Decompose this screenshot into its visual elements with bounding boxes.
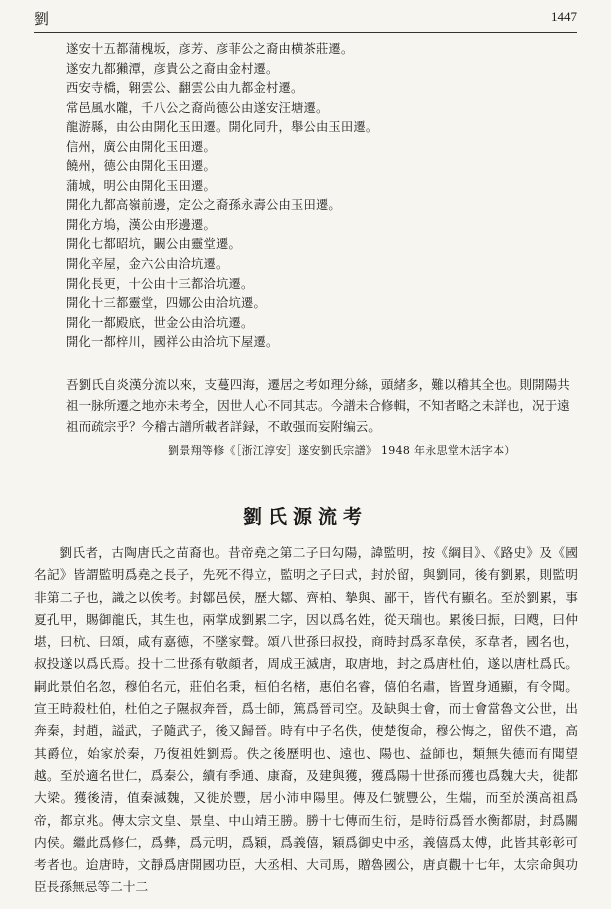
list-item: 信州，廣公由開化玉田遷。 — [66, 139, 216, 154]
list-item: 西安寺橋，翱雲公、翻雲公由九都金村遷。 — [66, 81, 304, 96]
page-header — [34, 8, 577, 30]
closing-paragraph: 吾劉氏自炎漢分流以來，支蔓四海，遷居之考如理分絲，頭緒多，難以稽其全也。則開陽共祖一脉所遷之地亦未考全，因世人心不同其志。今譜未合修輯，不知者略之未詳也，况于遠祖而疏宗乎？今稽古譜所載者詳録，不敢强而妄附编云。 — [66, 377, 570, 434]
list-item: 遂安十五都蒲槐坂，彦芳、彦菲公之裔由横茶莊遷。 — [66, 42, 354, 56]
header-rule — [34, 32, 577, 33]
list-item: 開化方塢，漢公由形邊遷。 — [66, 217, 216, 232]
list-item: 開化辛屋，金六公由洽坑遷。 — [66, 257, 229, 272]
page-number: 1447 — [551, 9, 577, 24]
list-item: 遂安九都獺潭，彦貴公之裔由金村遷。 — [66, 61, 279, 76]
list-item: 開化十三都靈堂，四娜公由洽坑遷。 — [66, 296, 266, 311]
list-item: 開化一都梓川，國祥公由洽坑下屋遷。 — [66, 335, 279, 350]
list-item: 開化一都殿底，世金公由洽坑遷。 — [66, 315, 254, 330]
list-item: 蒲城，明公由開化玉田遷。 — [66, 178, 216, 193]
list-item: 開化七都昭坑，闞公由靈堂遷。 — [66, 237, 241, 252]
list-item: 開化長更，十公由十三都洽坑遷。 — [66, 276, 254, 291]
header-title-char: 劉 — [34, 10, 50, 28]
list-item: 開化九都高嶺前邊，定公之裔孫永壽公由玉田遷。 — [66, 198, 341, 213]
source-citation: 劉景翔等修《［浙江淳安］遂安劉氏宗譜》 1948 年永思堂木活字本） — [168, 444, 516, 457]
list-item: 饒州，德公由開化玉田遷。 — [66, 159, 216, 174]
section-title: 劉氏源流考 — [242, 506, 368, 528]
migration-list — [66, 40, 576, 353]
body-paragraph: 劉氏者，古陶唐氏之苗裔也。昔帝堯之第二子曰勾陽，諱監明，按《綱目》、《路史》及《國名記》皆謂監明爲堯之長子，先死不得立，監明之子曰式，封於留，與劉同，後有劉累，則監明非第二子也，識之以俟考。封鄒邑侯，歷大鄒、齊柏、摯與、鄙干，皆代有顯名。至於劉累，事夏孔甲，賜御龍氏，其生也，兩掌成劉累二字，因以爲名姓，從天瑞也。累後曰振，曰飕，曰仲堪，曰杭、曰頌，咸有嘉德，不墜家聲。頌八世孫曰叔投，商時封爲豕韋侯，豕韋者，國名也，叔投遂以爲氏焉。投十二世孫有敬顔者，周成王滅唐，取唐地，封之爲唐杜伯，遂以唐杜爲氏。嗣此景伯名忽，穆伯名元，莊伯名秉，桓伯名楮，惠伯名睿，僖伯名肅，皆置身通顯，有令聞。宣王時殺杜伯，杜伯之子隰叔奔晉，爲士師，篤爲晉司空。及缺與士會，而士會當魯文公世，出奔秦，封趙，謚武，子隨武子，後又歸晉。時有中子名佚，使楚復命，穆公悔之，留佚不遣，高其爵位，始家於秦，乃復祖姓劉焉。佚之後歷明也、遠也、陽也、益師也，類無失德而有聞望越。至於適名世仁，爲秦公，續有季通、康裔，及建與獲，獲爲陽十世孫而獲也爲魏大夫，徙都大梁。獲後清，值秦滅魏，又徙於豐，居小沛申陽里。傳及仁號豐公，生煓，而至於漢高祖爲帝，都京兆。傳太宗文皇、景皇、中山靖王勝。勝十七傳而生衍，是時衍爲晉水衡都尉，封爲關内侯。繼此爲修仁，爲彝，爲元明，爲穎，爲義僖，穎爲御史中丞，義僖爲太傅，此皆其彰彰可考者也。迨唐時，文靜爲唐開國功臣，大丞相、大司馬，贈魯國公，唐貞觀十七年，太宗命與功臣長孫無忌等二十二 — [34, 545, 578, 895]
list-item: 常邑風水隴，千八公之裔尚德公由遂安汪塘遷。 — [66, 100, 329, 115]
list-item: 龍游縣，由公由開化玉田遷。開化同升，舉公由玉田遷。 — [66, 120, 379, 135]
